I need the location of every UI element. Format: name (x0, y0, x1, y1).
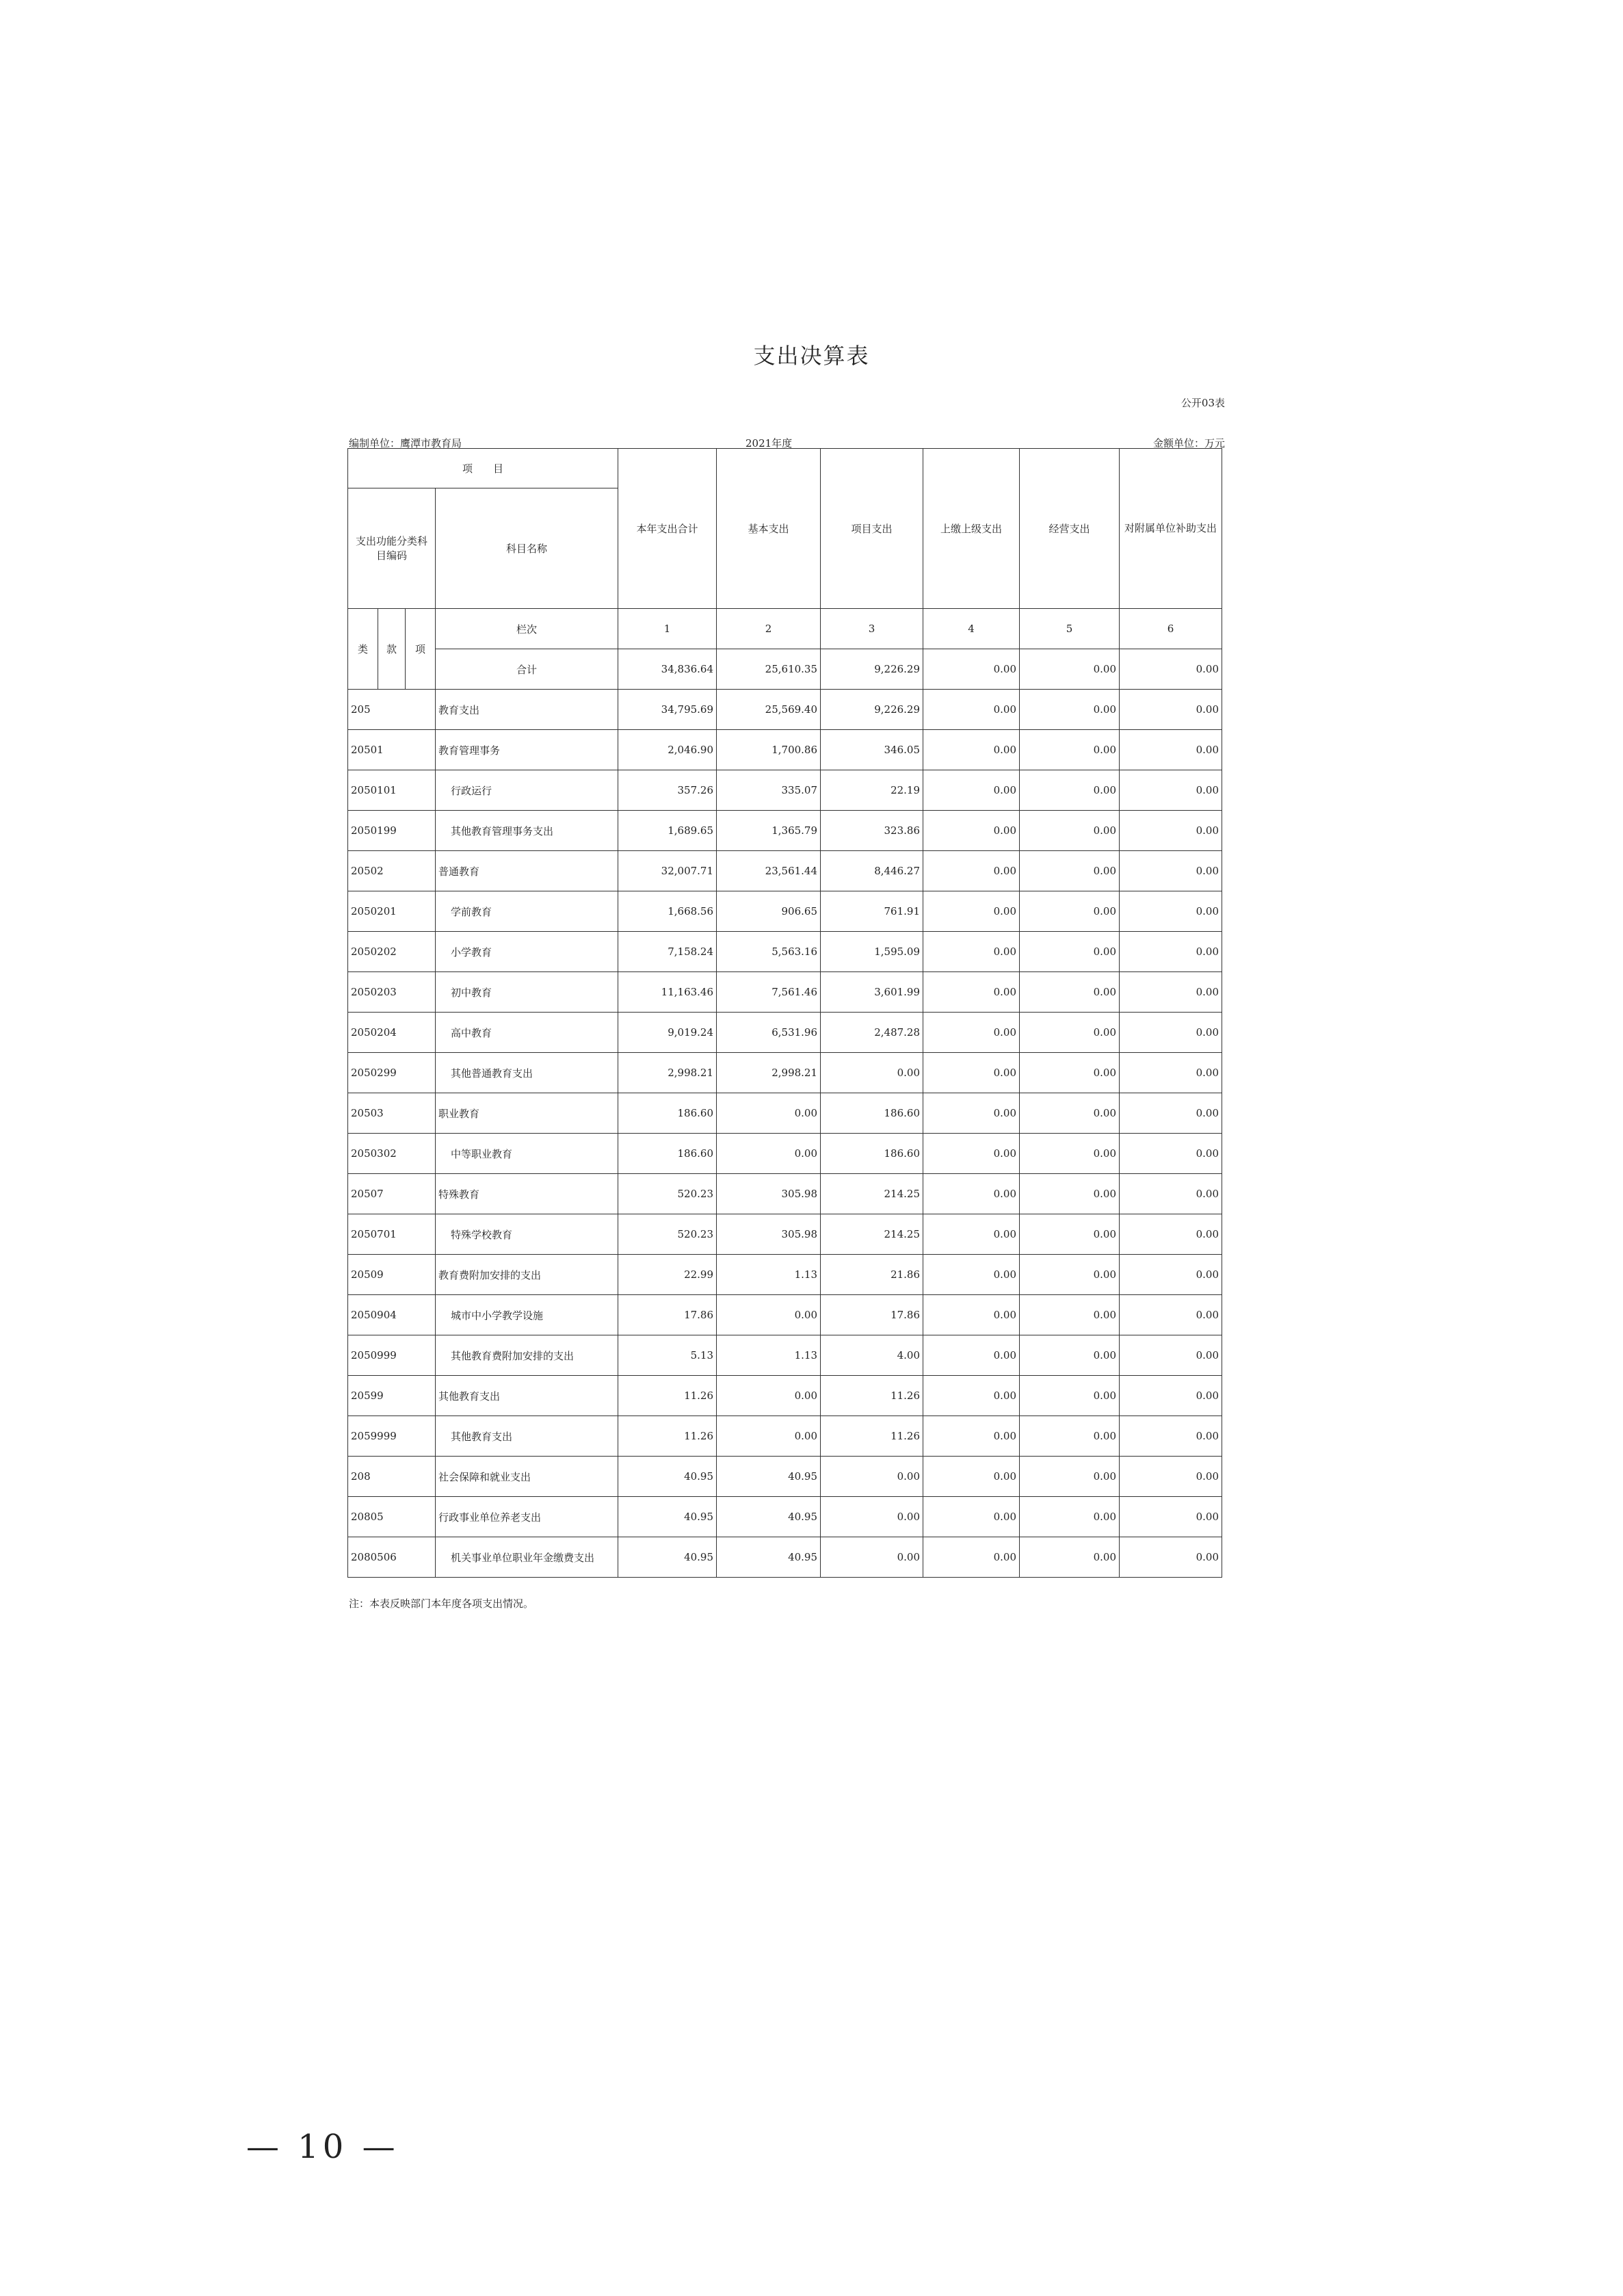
row-value: 0.00 (923, 730, 1020, 770)
row-code: 2050999 (348, 1335, 436, 1376)
row-value: 11.26 (618, 1376, 717, 1416)
row-name: 行政运行 (436, 770, 618, 811)
row-value: 21.86 (821, 1255, 923, 1295)
table-row (348, 851, 1222, 891)
row-value: 0.00 (1020, 1053, 1120, 1093)
table-row (348, 1013, 1222, 1053)
row-value: 0.00 (1120, 1537, 1222, 1578)
row-value: 0.00 (1020, 972, 1120, 1013)
row-name: 特殊教育 (436, 1174, 618, 1214)
row-code: 20509 (348, 1255, 436, 1295)
row-value: 0.00 (717, 1093, 821, 1134)
table-row (348, 1497, 1222, 1537)
row-value: 0.00 (1020, 1134, 1120, 1174)
row-value: 0.00 (923, 1174, 1020, 1214)
row-code: 20507 (348, 1174, 436, 1214)
row-name: 普通教育 (436, 851, 618, 891)
row-value: 0.00 (1120, 811, 1222, 851)
row-value: 11.26 (821, 1416, 923, 1457)
row-value: 214.25 (821, 1214, 923, 1255)
row-value: 17.86 (618, 1295, 717, 1335)
row-value: 0.00 (1020, 891, 1120, 932)
row-name: 其他普通教育支出 (436, 1053, 618, 1093)
row-value: 0.00 (1120, 1295, 1222, 1335)
table-row (348, 932, 1222, 972)
row-value: 0.00 (821, 1053, 923, 1093)
row-value: 0.00 (1120, 1053, 1222, 1093)
row-name: 高中教育 (436, 1013, 618, 1053)
table-row (348, 690, 1222, 730)
row-value: 23,561.44 (717, 851, 821, 891)
row-value: 0.00 (1120, 1335, 1222, 1376)
row-value: 0.00 (923, 1134, 1020, 1174)
row-value: 0.00 (717, 1376, 821, 1416)
row-value: 8,446.27 (821, 851, 923, 891)
row-code: 20805 (348, 1497, 436, 1537)
row-value: 0.00 (923, 1295, 1020, 1335)
row-value: 0.00 (923, 1376, 1020, 1416)
row-code: 2050904 (348, 1295, 436, 1335)
total-value: 0.00 (923, 649, 1020, 690)
header-lei: 类 (348, 609, 378, 690)
page-number: — 10 — (246, 2128, 399, 2166)
row-value: 22.19 (821, 770, 923, 811)
table-row (348, 1376, 1222, 1416)
row-value: 0.00 (1120, 1416, 1222, 1457)
row-value: 0.00 (1120, 1214, 1222, 1255)
row-value: 11.26 (618, 1416, 717, 1457)
total-value: 9,226.29 (821, 649, 923, 690)
row-value: 0.00 (923, 1537, 1020, 1578)
expenditure-table (347, 448, 1222, 1578)
row-value: 520.23 (618, 1214, 717, 1255)
row-code: 2050101 (348, 770, 436, 811)
header-subsidy: 对附属单位补助支出 (1120, 449, 1222, 609)
row-code: 2050199 (348, 811, 436, 851)
header-xiang: 项 (406, 609, 436, 690)
row-name: 教育管理事务 (436, 730, 618, 770)
row-value: 357.26 (618, 770, 717, 811)
row-value: 906.65 (717, 891, 821, 932)
table-row (348, 1416, 1222, 1457)
total-row (348, 649, 1222, 690)
row-value: 0.00 (923, 690, 1020, 730)
row-value: 0.00 (1120, 1255, 1222, 1295)
row-code: 20502 (348, 851, 436, 891)
row-name: 行政事业单位养老支出 (436, 1497, 618, 1537)
row-value: 0.00 (1120, 1376, 1222, 1416)
row-value: 5.13 (618, 1335, 717, 1376)
row-value: 1,689.65 (618, 811, 717, 851)
row-value: 0.00 (1120, 770, 1222, 811)
row-value: 0.00 (1020, 1174, 1120, 1214)
row-value: 0.00 (923, 1053, 1020, 1093)
row-name: 职业教育 (436, 1093, 618, 1134)
row-code: 205 (348, 690, 436, 730)
row-value: 9,019.24 (618, 1013, 717, 1053)
table-row (348, 770, 1222, 811)
row-value: 0.00 (923, 972, 1020, 1013)
row-value: 761.91 (821, 891, 923, 932)
row-value: 0.00 (1020, 1457, 1120, 1497)
header-project: 项目支出 (821, 449, 923, 609)
row-name: 其他教育管理事务支出 (436, 811, 618, 851)
row-name: 社会保障和就业支出 (436, 1457, 618, 1497)
row-value: 0.00 (1020, 770, 1120, 811)
header-name: 科目名称 (436, 488, 618, 609)
table-row (348, 811, 1222, 851)
row-value: 0.00 (1120, 891, 1222, 932)
row-code: 20501 (348, 730, 436, 770)
row-value: 0.00 (923, 1335, 1020, 1376)
col-number-2: 2 (717, 609, 821, 649)
header-item: 项 目 (348, 449, 618, 488)
header-lanci: 栏次 (436, 609, 618, 649)
table-row (348, 1335, 1222, 1376)
row-value: 186.60 (618, 1093, 717, 1134)
col-number-1: 1 (618, 609, 717, 649)
row-name: 其他教育支出 (436, 1376, 618, 1416)
table-row (348, 1093, 1222, 1134)
row-value: 0.00 (1020, 1416, 1120, 1457)
row-value: 0.00 (821, 1537, 923, 1578)
row-name: 其他教育费附加安排的支出 (436, 1335, 618, 1376)
row-value: 0.00 (923, 932, 1020, 972)
row-value: 0.00 (1120, 1134, 1222, 1174)
row-value: 0.00 (1120, 1497, 1222, 1537)
row-value: 0.00 (1120, 932, 1222, 972)
row-value: 0.00 (1120, 1174, 1222, 1214)
row-value: 186.60 (618, 1134, 717, 1174)
row-value: 34,795.69 (618, 690, 717, 730)
header-business: 经营支出 (1020, 449, 1120, 609)
row-value: 346.05 (821, 730, 923, 770)
row-code: 2050202 (348, 932, 436, 972)
row-value: 186.60 (821, 1093, 923, 1134)
row-value: 0.00 (717, 1295, 821, 1335)
row-value: 520.23 (618, 1174, 717, 1214)
row-value: 0.00 (1020, 811, 1120, 851)
row-value: 0.00 (1020, 1013, 1120, 1053)
table-row (348, 730, 1222, 770)
row-value: 2,046.90 (618, 730, 717, 770)
row-value: 40.95 (618, 1497, 717, 1537)
row-value: 5,563.16 (717, 932, 821, 972)
row-value: 0.00 (923, 1013, 1020, 1053)
total-value: 25,610.35 (717, 649, 821, 690)
row-value: 305.98 (717, 1174, 821, 1214)
row-value: 0.00 (1020, 851, 1120, 891)
row-value: 0.00 (717, 1416, 821, 1457)
row-value: 0.00 (923, 891, 1020, 932)
row-value: 2,998.21 (717, 1053, 821, 1093)
row-value: 11.26 (821, 1376, 923, 1416)
row-value: 0.00 (1020, 1497, 1120, 1537)
row-value: 0.00 (821, 1497, 923, 1537)
col-number-4: 4 (923, 609, 1020, 649)
row-value: 0.00 (1020, 1093, 1120, 1134)
row-code: 208 (348, 1457, 436, 1497)
row-value: 0.00 (923, 1093, 1020, 1134)
row-code: 2050201 (348, 891, 436, 932)
row-value: 0.00 (1020, 932, 1120, 972)
row-value: 0.00 (1020, 1295, 1120, 1335)
row-value: 7,158.24 (618, 932, 717, 972)
row-value: 3,601.99 (821, 972, 923, 1013)
page-title: 支出决算表 (753, 343, 870, 369)
row-name: 中等职业教育 (436, 1134, 618, 1174)
fiscal-year: 2021年度 (745, 437, 793, 449)
table-row (348, 1174, 1222, 1214)
table-row (348, 1457, 1222, 1497)
row-name: 城市中小学教学设施 (436, 1295, 618, 1335)
row-value: 1,365.79 (717, 811, 821, 851)
row-name: 机关事业单位职业年金缴费支出 (436, 1537, 618, 1578)
row-value: 0.00 (923, 1416, 1020, 1457)
table-row (348, 891, 1222, 932)
row-code: 2059999 (348, 1416, 436, 1457)
row-value: 4.00 (821, 1335, 923, 1376)
row-value: 25,569.40 (717, 690, 821, 730)
row-value: 2,487.28 (821, 1013, 923, 1053)
table-note: 注：本表反映部门本年度各项支出情况。 (349, 1597, 534, 1610)
row-value: 0.00 (1020, 1255, 1120, 1295)
row-value: 0.00 (1120, 1093, 1222, 1134)
money-unit: 金额单位：万元 (1152, 437, 1225, 449)
row-code: 2050299 (348, 1053, 436, 1093)
row-value: 1.13 (717, 1255, 821, 1295)
total-label: 合计 (436, 649, 618, 690)
row-value: 305.98 (717, 1214, 821, 1255)
table-row (348, 1053, 1222, 1093)
table-row (348, 972, 1222, 1013)
row-value: 0.00 (923, 770, 1020, 811)
total-value: 0.00 (1020, 649, 1120, 690)
row-name: 其他教育支出 (436, 1416, 618, 1457)
row-value: 214.25 (821, 1174, 923, 1214)
row-value: 0.00 (1120, 690, 1222, 730)
row-value: 22.99 (618, 1255, 717, 1295)
row-value: 186.60 (821, 1134, 923, 1174)
row-code: 2050204 (348, 1013, 436, 1053)
row-value: 7,561.46 (717, 972, 821, 1013)
row-value: 40.95 (618, 1537, 717, 1578)
row-value: 0.00 (1020, 690, 1120, 730)
row-code: 2050203 (348, 972, 436, 1013)
col-number-5: 5 (1020, 609, 1120, 649)
row-value: 0.00 (923, 1497, 1020, 1537)
row-value: 0.00 (1120, 730, 1222, 770)
table-row (348, 1255, 1222, 1295)
row-value: 40.95 (717, 1537, 821, 1578)
row-name: 特殊学校教育 (436, 1214, 618, 1255)
row-name: 学前教育 (436, 891, 618, 932)
row-value: 6,531.96 (717, 1013, 821, 1053)
compiling-unit: 编制单位：鹰潭市教育局 (349, 437, 462, 449)
row-name: 教育支出 (436, 690, 618, 730)
row-value: 9,226.29 (821, 690, 923, 730)
row-name: 教育费附加安排的支出 (436, 1255, 618, 1295)
row-value: 0.00 (1120, 851, 1222, 891)
table-row (348, 1295, 1222, 1335)
row-value: 335.07 (717, 770, 821, 811)
row-value: 0.00 (1120, 1457, 1222, 1497)
header-upper: 上缴上级支出 (923, 449, 1020, 609)
row-value: 17.86 (821, 1295, 923, 1335)
row-value: 0.00 (717, 1134, 821, 1174)
header-total: 本年支出合计 (618, 449, 717, 609)
table-row (348, 1537, 1222, 1578)
form-number: 公开03表 (1180, 397, 1225, 409)
row-value: 0.00 (923, 1457, 1020, 1497)
row-value: 0.00 (923, 851, 1020, 891)
row-value: 0.00 (1020, 730, 1120, 770)
total-value: 0.00 (1120, 649, 1222, 690)
table-row (348, 1214, 1222, 1255)
row-value: 1.13 (717, 1335, 821, 1376)
row-code: 2080506 (348, 1537, 436, 1578)
row-value: 11,163.46 (618, 972, 717, 1013)
row-value: 1,668.56 (618, 891, 717, 932)
row-value: 0.00 (923, 1214, 1020, 1255)
row-code: 20599 (348, 1376, 436, 1416)
row-value: 0.00 (1120, 1013, 1222, 1053)
row-value: 40.95 (717, 1457, 821, 1497)
row-name: 初中教育 (436, 972, 618, 1013)
row-value: 0.00 (1020, 1376, 1120, 1416)
row-value: 0.00 (923, 811, 1020, 851)
col-number-6: 6 (1120, 609, 1222, 649)
row-value: 0.00 (1020, 1214, 1120, 1255)
row-value: 32,007.71 (618, 851, 717, 891)
header-kuan: 款 (378, 609, 406, 690)
row-value: 40.95 (618, 1457, 717, 1497)
row-code: 2050701 (348, 1214, 436, 1255)
row-value: 40.95 (717, 1497, 821, 1537)
header-basic: 基本支出 (717, 449, 821, 609)
row-value: 0.00 (1120, 972, 1222, 1013)
col-number-3: 3 (821, 609, 923, 649)
row-code: 2050302 (348, 1134, 436, 1174)
row-value: 1,595.09 (821, 932, 923, 972)
row-value: 1,700.86 (717, 730, 821, 770)
row-value: 0.00 (1020, 1537, 1120, 1578)
header-code: 支出功能分类科目编码 (348, 488, 436, 609)
row-value: 0.00 (923, 1255, 1020, 1295)
total-value: 34,836.64 (618, 649, 717, 690)
table-row (348, 1134, 1222, 1174)
row-name: 小学教育 (436, 932, 618, 972)
row-value: 323.86 (821, 811, 923, 851)
row-value: 2,998.21 (618, 1053, 717, 1093)
row-value: 0.00 (821, 1457, 923, 1497)
row-code: 20503 (348, 1093, 436, 1134)
row-value: 0.00 (1020, 1335, 1120, 1376)
